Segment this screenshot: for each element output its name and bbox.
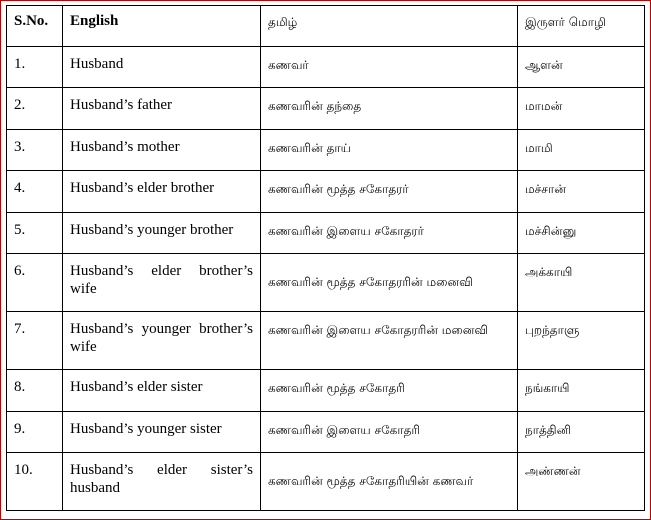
cell-english: Husband’s elder sister’s husband (63, 453, 261, 511)
cell-irular: மச்சின்னு (518, 213, 645, 254)
cell-irular: ஆளன் (518, 47, 645, 88)
cell-tamil: கணவரின் மூத்த சகோதரர் (261, 171, 518, 213)
cell-tamil: கணவரின் இளைய சகோதரர் (261, 213, 518, 254)
table-row (7, 88, 645, 130)
cell-english: Husband’s elder sister (63, 370, 261, 412)
table-row (7, 171, 645, 213)
cell-irular: மாமி (518, 130, 645, 171)
table-header-row (7, 6, 645, 47)
table-row (7, 412, 645, 453)
cell-sno: 1. (7, 47, 63, 88)
cell-irular: நாத்தினி (518, 412, 645, 453)
cell-english: Husband’s elder brother’s wife (63, 254, 261, 312)
table-row (7, 213, 645, 254)
cell-irular: புறந்தாளு (518, 312, 645, 370)
cell-english: Husband’s younger sister (63, 412, 261, 453)
cell-tamil: கணவரின் இளைய சகோதரரின் மனைவி (261, 312, 518, 370)
table-row (7, 254, 645, 312)
cell-tamil: கணவரின் மூத்த சகோதரியின் கணவர் (261, 453, 518, 511)
header-sno: S.No. (7, 6, 63, 47)
cell-english: Husband’s father (63, 88, 261, 130)
cell-sno: 7. (7, 312, 63, 370)
table-row (7, 312, 645, 370)
header-irular: இருளர் மொழி (518, 6, 645, 47)
cell-sno: 10. (7, 453, 63, 511)
cell-sno: 9. (7, 412, 63, 453)
cell-english: Husband’s mother (63, 130, 261, 171)
table-row (7, 130, 645, 171)
header-english: English (63, 6, 261, 47)
table-row (7, 453, 645, 511)
table-row (7, 370, 645, 412)
cell-english: Husband (63, 47, 261, 88)
table-row (7, 47, 645, 88)
cell-irular: நங்காயி (518, 370, 645, 412)
cell-sno: 2. (7, 88, 63, 130)
cell-english: Husband’s younger brother (63, 213, 261, 254)
kinship-terms-table (6, 5, 645, 511)
cell-tamil: கணவரின் தந்தை (261, 88, 518, 130)
cell-tamil: கணவரின் இளைய சகோதரி (261, 412, 518, 453)
cell-irular: மாமன் (518, 88, 645, 130)
cell-tamil: கணவர் (261, 47, 518, 88)
cell-irular: அக்காயி (518, 254, 645, 312)
cell-sno: 3. (7, 130, 63, 171)
cell-tamil: கணவரின் மூத்த சகோதரரின் மனைவி (261, 254, 518, 312)
cell-sno: 6. (7, 254, 63, 312)
cell-sno: 8. (7, 370, 63, 412)
header-tamil: தமிழ் (261, 6, 518, 47)
cell-english: Husband’s younger brother’s wife (63, 312, 261, 370)
cell-tamil: கணவரின் தாய் (261, 130, 518, 171)
cell-sno: 5. (7, 213, 63, 254)
cell-irular: மச்சான் (518, 171, 645, 213)
cell-sno: 4. (7, 171, 63, 213)
cell-irular: அண்ணன் (518, 453, 645, 511)
cell-tamil: கணவரின் மூத்த சகோதரி (261, 370, 518, 412)
cell-english: Husband’s elder brother (63, 171, 261, 213)
